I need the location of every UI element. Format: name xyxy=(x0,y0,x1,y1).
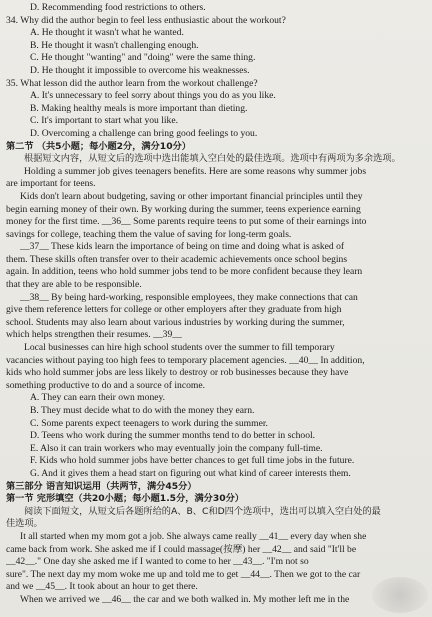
text-line: that they are able to be responsible. xyxy=(6,279,142,291)
watermark xyxy=(372,577,428,613)
text-line: __37__ These kids learn the importance of being on time and doing what is asked of xyxy=(20,241,345,253)
text-line: __38__ By being hard-working, responsible employees, they make connections that can xyxy=(20,291,358,303)
text-line: give them reference letters for college or other employers after they graduate from high xyxy=(6,304,342,316)
text-line: money for the first time. __36__ Some parents require teens to put some of their earnings into xyxy=(6,216,367,228)
text-line: A. They can earn their own money. xyxy=(30,392,166,404)
text-line: D. He thought it impossible to overcome his weaknesses. xyxy=(30,64,250,76)
text-line: begin earning money of their own. By working during the summer, teens experience earning xyxy=(6,203,361,215)
text-line: kids who hold summer jobs are less likely to destroy or rob businesses because they have xyxy=(6,367,349,379)
text-line: E. Also it can train workers who may eventually join the company full-time. xyxy=(30,442,323,454)
text-line: 34. Why did the author begin to feel less enthusiastic about the workout? xyxy=(6,14,286,26)
text-line: C. It's important to start what you like. xyxy=(30,115,179,127)
text-line: school. Students may also learn about various industries by working during the summer, xyxy=(6,316,345,328)
text-line: B. They must decide what to do with the money they earn. xyxy=(30,405,255,416)
text-line: Holding a summer job gives teenagers benefits. Here are some reasons why summer jobs xyxy=(24,165,367,177)
text-line: B. Making healthy meals is more important than dieting. xyxy=(30,102,248,114)
text-line: Kids don't learn about budgeting, saving or other important financial principles until they xyxy=(20,190,363,202)
text-line: B. He thought it wasn't challenging enough. xyxy=(30,39,199,51)
text-line: D. Overcoming a challenge can bring good feelings to you. xyxy=(30,127,258,139)
text-line: C. Some parents expect teenagers to work during the summer. xyxy=(30,417,268,429)
text-line: something productive to do and a source of income. xyxy=(6,379,206,391)
text-line: savings for college, teaching them the value of saving for long-term goals. xyxy=(6,228,292,240)
text-line: 阅读下面短文，从短文后各题所给的A、B、C和D四个选项中，选出可以填入空白处的最 xyxy=(24,505,381,517)
text-line: __42__." One day she asked me if I wanted to come to her __43__. "I'm not so xyxy=(6,556,309,568)
text-line: 第一节 完形填空（共20小题；每小题1.5分，满分30分） xyxy=(6,493,244,505)
text-line: 佳选项。 xyxy=(6,518,43,530)
text-line: D. Recommending food restrictions to others. xyxy=(30,2,206,13)
text-line: 第三部分 语言知识运用（共两节，满分45分） xyxy=(6,480,197,492)
text-line: 35. What lesson did the author learn from the workout challenge? xyxy=(6,77,258,89)
text-line: When we arrived we __46__ the car and we both walked in. My mother left me in the xyxy=(20,593,350,605)
text-line: came back from work. She asked me if I could massage(按摩) her __42__ and said "It'll be xyxy=(6,543,357,555)
text-line: sure". The next day my mom woke me up and told me to get __44__. Then we got to the car xyxy=(6,568,361,580)
text-line: vacancies without paying too high fees to temporary placement agencies. __40__ In addition, xyxy=(6,354,365,366)
text-line: which helps strengthen their resumes. __39__ xyxy=(6,329,182,341)
text-line: 第二节 （共5小题；每小题2分，满分10分） xyxy=(6,140,191,152)
text-line: and we __45__. It took about an hour to get there. xyxy=(6,581,198,593)
text-line: G. And it gives them a head start on figuring out what kind of career interests them. xyxy=(30,467,351,479)
text-line: A. It's unnecessary to feel sorry about things you do as you like. xyxy=(30,90,276,102)
text-line: again. In addition, teens who hold summer jobs tend to be more confident because they learn xyxy=(6,266,363,278)
text-line: It all started when my mom got a job. She always came really __41__ every day when she xyxy=(20,530,367,542)
text-line: D. Teens who work during the summer months tend to do better in school. xyxy=(30,430,316,442)
text-line: Local businesses can hire high school students over the summer to fill temporary xyxy=(24,342,335,354)
text-line: C. He thought "wanting" and "doing" were the same thing. xyxy=(30,52,256,64)
text-line: 根据短文内容，从短文后的选项中选出能填入空白处的最佳选项。选项中有两项为多余选项。 xyxy=(24,153,401,165)
text-line: are important for teens. xyxy=(6,178,96,190)
text-line: them. These skills often transfer over to their academic achievements once school begins xyxy=(6,253,348,265)
text-line: F. Kids who hold summer jobs have better chances to get full time jobs in the future. xyxy=(30,455,355,467)
text-line: A. He thought it wasn't what he wanted. xyxy=(30,27,184,39)
exam-text xyxy=(6,2,424,607)
